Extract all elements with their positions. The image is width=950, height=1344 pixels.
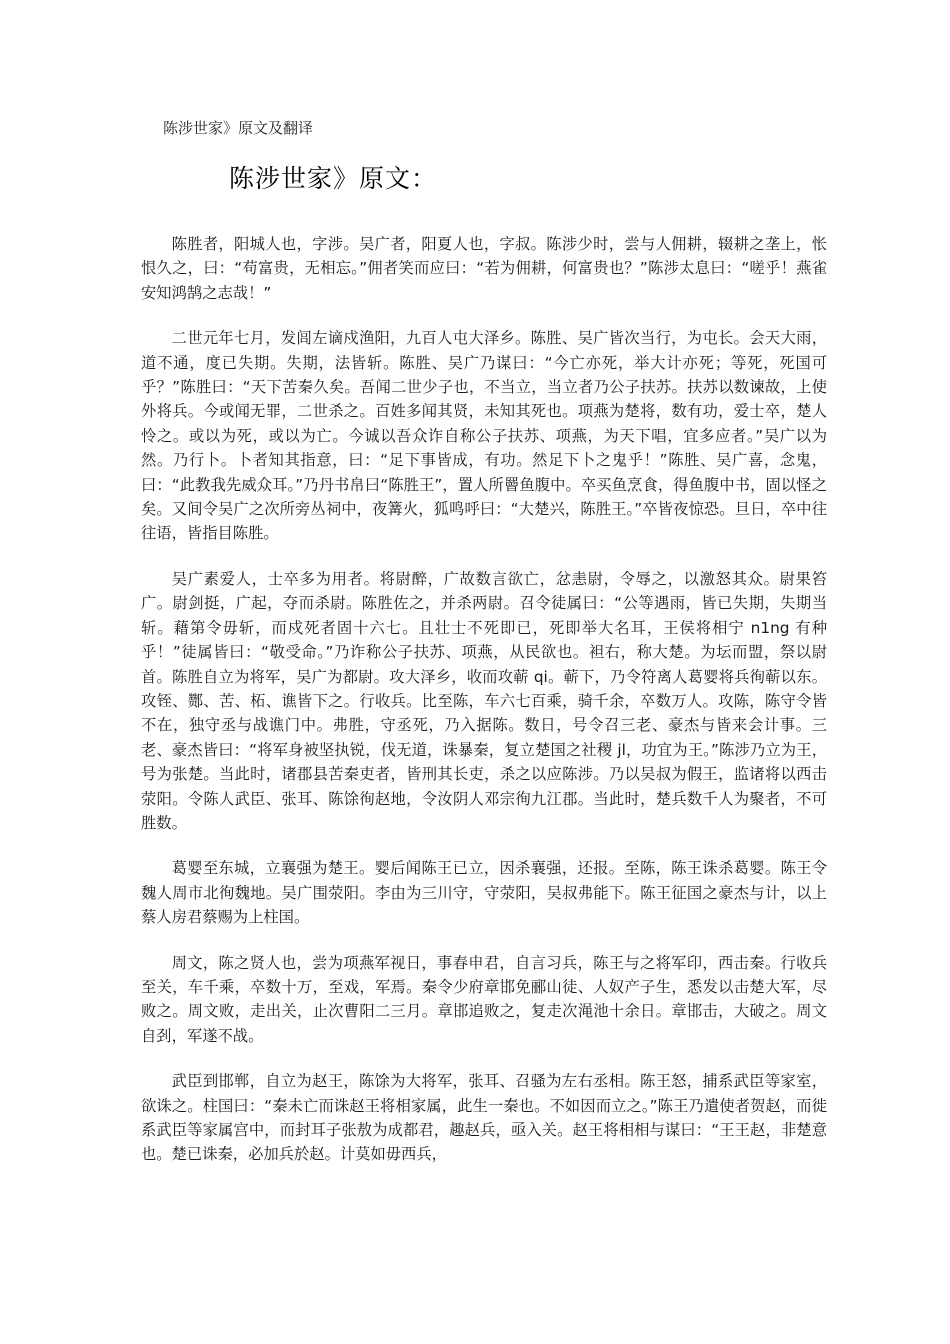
paragraph-4: 葛婴至东城，立襄强为楚王。婴后闻陈王已立，因杀襄强，还报。至陈，陈王诛杀葛婴。陈王令魏人周市北徇魏地。吴广围荥阳。李由为三川守，守荥阳，吴叔弗能下。陈王征国之豪杰与计，以上蔡人房君蔡赐为上柱国。 <box>141 859 827 927</box>
paragraph-2: 二世元年七月，发闾左谪戍渔阳，九百人屯大泽乡。陈胜、吴广皆次当行，为屯长。会天大雨，道不通，度已失期。失期，法皆斩。陈胜、吴广乃谋曰：“今亡亦死，举大计亦死；等死，死国可乎？”陈胜曰：“天下苦秦久矣。吾闻二世少子也，不当立，当立者乃公子扶苏。扶苏以数谏故，上使外将兵。今或闻无罪，二世杀之。百姓多闻其贤，未知其死也。项燕为楚将，数有功，爱士卒，楚人怜之。或以为死，或以为亡。今诚以吾众诈自称公子扶苏、项燕，为天下唱，宜多应者。”吴广以为然。乃行卜。卜者知其指意，曰：“足下事皆成，有功。然足下卜之鬼乎！”陈胜、吴广喜，念鬼，曰：“此教我先威众耳。”乃丹书帛曰“陈胜王”，置人所罾鱼腹中。卒买鱼烹食，得鱼腹中书，固以怪之矣。又间令吴广之次所旁丛祠中，夜篝火，狐鸣呼曰：“大楚兴，陈胜王。”卒皆夜惊恐。旦日，卒中往往语，皆指目陈胜。 <box>141 329 827 543</box>
paragraph-1: 陈胜者，阳城人也，字涉。吴广者，阳夏人也，字叔。陈涉少时，尝与人佣耕，辍耕之垄上，怅恨久之，曰：“苟富贵，无相忘。”佣者笑而应曰：“若为佣耕，何富贵也？”陈涉太息曰：“嗟乎！燕雀安知鸿鹄之志哉！” <box>141 235 827 302</box>
document-title: 陈涉世家》原文： <box>229 164 438 193</box>
paragraph-3: 吴广素爱人，士卒多为用者。将尉醉，广故数言欲亡，忿恚尉，令辱之，以激怒其众。尉果笞广。尉剑挺，广起，夺而杀尉。陈胜佐之，并杀两尉。召令徒属曰：“公等遇雨，皆已失期，失期当斩。藉第令毋斩，而戍死者固十六七。且壮士不死即已，死即举大名耳，王侯将相宁 n1ng 有种乎！”徒属皆曰：“敬受命。”乃诈称公子扶苏、项燕，从民欲也。袒右，称大楚。为坛而盟，祭以尉首。陈胜自立为将军，吴广为都尉。攻大泽乡，收而攻蕲 qi。蕲下，乃令符离人葛婴将兵徇蕲以东。攻铚、酂、苦、柘、谯皆下之。行收兵。比至陈，车六七百乘，骑千余，卒数万人。攻陈，陈守令皆不在，独守丞与战谯门中。弗胜，守丞死，乃入据陈。数日，号令召三老、豪杰与皆来会计事。三老、豪杰皆曰：“将军身被坚执锐，伐无道，诛暴秦，复立楚国之社稷 jl，功宜为王。”陈涉乃立为王，号为张楚。当此时，诸郡县苦秦吏者，皆刑其长吏，杀之以应陈涉。乃以吴叔为假王，监诸将以西击荥阳。令陈人武臣、张耳、陈馀徇赵地，令汝阴人邓宗徇九江郡。当此时，楚兵数千人为聚者，不可胜数。 <box>141 569 827 832</box>
paragraph-6: 武臣到邯郸，自立为赵王，陈馀为大将军，张耳、召骚为左右丞相。陈王怒，捕系武臣等家室，欲诛之。柱国曰：“秦未亡而诛赵王将相家属，此生一秦也。不如因而立之。”陈王乃遣使者贺赵，而徙系武臣等家属宫中，而封耳子张敖为成都君，趣赵兵，亟入关。赵王将相相与谋曰：“王王赵，非楚意也。楚已诛秦，必加兵於赵。计莫如毋西兵， <box>141 1072 827 1164</box>
document-body <box>141 232 827 1188</box>
paragraph-5: 周文，陈之贤人也，尝为项燕军视日，事春申君，自言习兵，陈王与之将军印，西击秦。行收兵至关，车千乘，卒数十万，至戏，军焉。秦令少府章邯免郦山徒、人奴产子生，悉发以击楚大军，尽败之。周文败，走出关，止次曹阳二三月。章邯追败之，复走次渑池十余日。章邯击，大破之。周文自刭，军遂不战。 <box>141 953 827 1045</box>
running-header: 陈涉世家》原文及翻译 <box>163 119 314 137</box>
